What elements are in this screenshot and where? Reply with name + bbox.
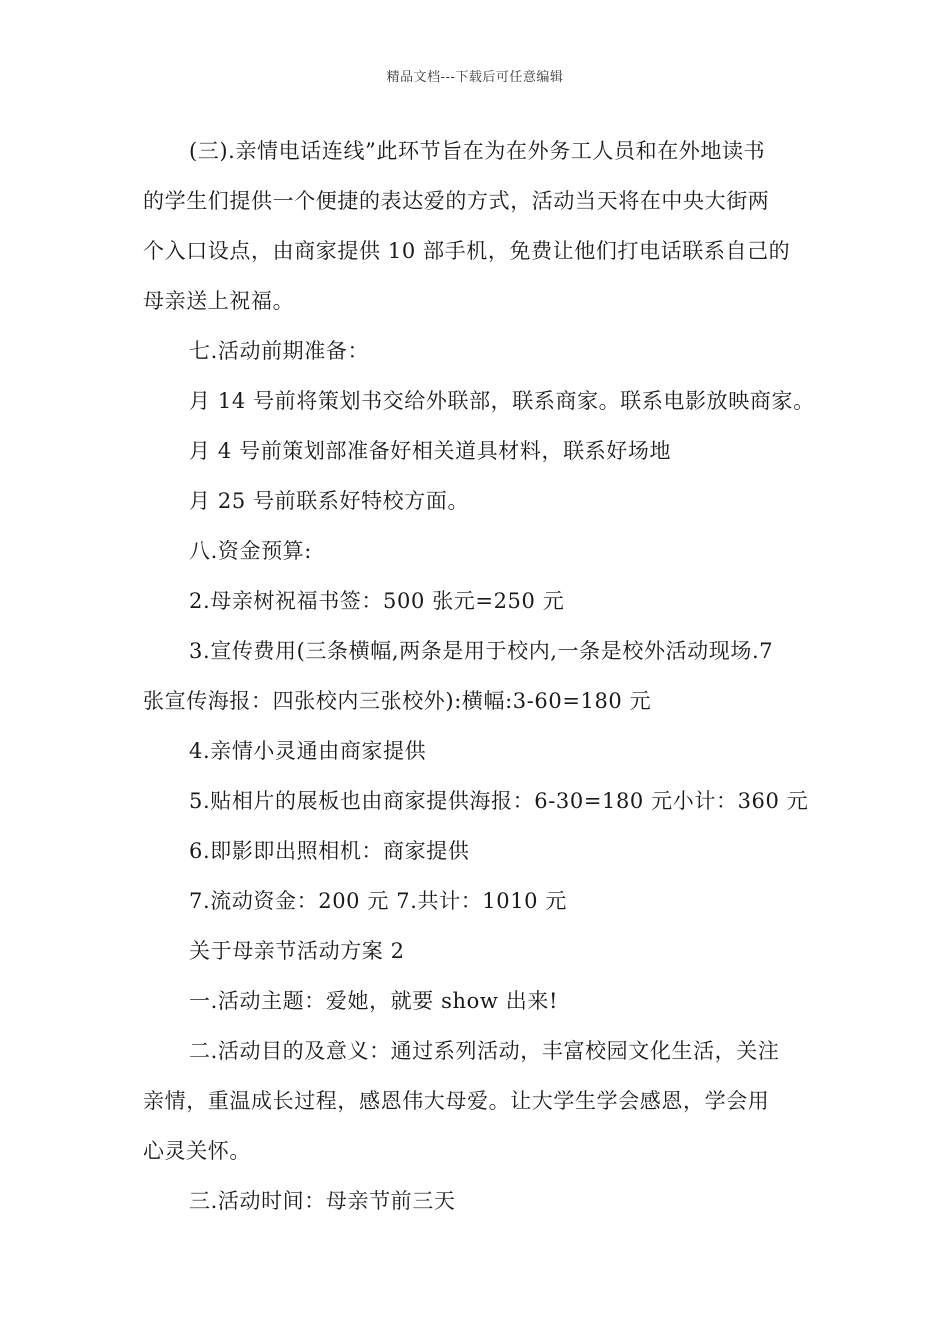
section-heading: 八.资金预算: bbox=[189, 539, 312, 563]
paragraph-line: 月 4 号前策划部准备好相关道具材料，联系好场地 bbox=[189, 439, 672, 463]
paragraph-line: 月 25 号前联系好特校方面。 bbox=[189, 489, 470, 513]
document-subtitle: 关于母亲节活动方案 2 bbox=[189, 939, 405, 963]
paragraph-line: 个入口设点，由商家提供 10 部手机，免费让他们打电话联系自己的 bbox=[143, 239, 791, 263]
budget-item-continued: 张宣传海报：四张校内三张校外):横幅:3-60=180 元 bbox=[143, 689, 652, 713]
section-heading: 三.活动时间：母亲节前三天 bbox=[189, 1189, 456, 1213]
paragraph-line: (三).亲情电话连线”此环节旨在为在外务工人员和在外地读书 bbox=[189, 139, 766, 163]
document-body bbox=[143, 126, 815, 1226]
budget-item: 5.贴相片的展板也由商家提供海报：6-30=180 元小计：360 元 bbox=[189, 789, 809, 813]
section-heading: 一.活动主题：爱她，就要 show 出来! bbox=[189, 989, 558, 1013]
paragraph-line: 月 14 号前将策划书交给外联部，联系商家。联系电影放映商家。 bbox=[189, 389, 815, 413]
budget-item: 4.亲情小灵通由商家提供 bbox=[189, 739, 427, 763]
paragraph-line: 亲情，重温成长过程，感恩伟大母爱。让大学生学会感恩，学会用 bbox=[143, 1089, 770, 1113]
paragraph-line: 母亲送上祝福。 bbox=[143, 289, 295, 313]
budget-item: 7.流动资金：200 元 7.共计：1010 元 bbox=[189, 889, 568, 913]
section-heading: 七.活动前期准备： bbox=[189, 339, 370, 363]
budget-item: 2.母亲树祝福书签：500 张元=250 元 bbox=[189, 589, 565, 613]
paragraph-line: 的学生们提供一个便捷的表达爱的方式，活动当天将在中央大街两 bbox=[143, 189, 770, 213]
page-header: 精品文档---下载后可任意编辑 bbox=[386, 70, 564, 85]
budget-item: 6.即影即出照相机：商家提供 bbox=[189, 839, 470, 863]
paragraph-line: 心灵关怀。 bbox=[143, 1139, 251, 1163]
paragraph-line: 二.活动目的及意义：通过系列活动，丰富校园文化生活，关注 bbox=[189, 1039, 780, 1063]
budget-item: 3.宣传费用(三条横幅,两条是用于校内,一条是校外活动现场.7 bbox=[189, 639, 774, 663]
